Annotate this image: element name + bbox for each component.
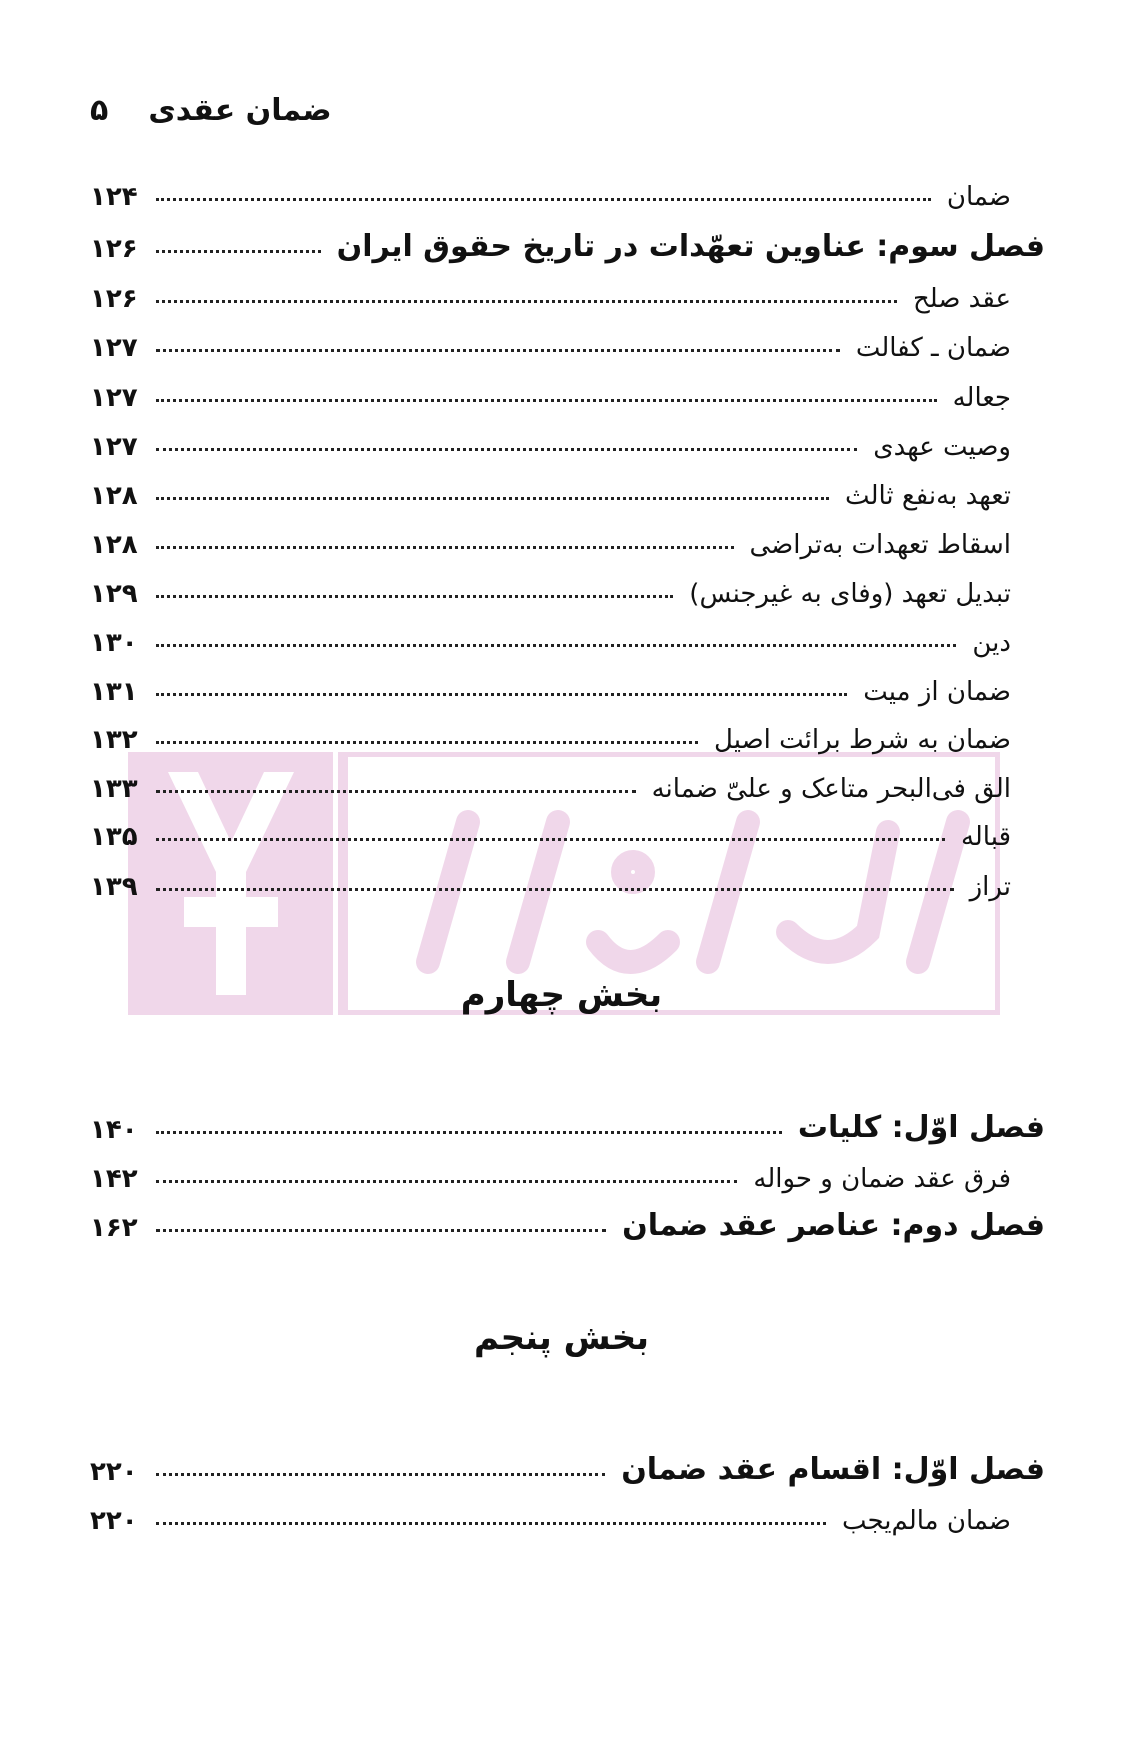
toc-entry-page: ۱۲۷ [90,333,138,363]
dot-leader [156,887,954,891]
toc-entry-title: قباله [960,822,1011,852]
dot-leader [156,249,321,253]
dot-leader [156,545,734,549]
toc-entry [90,160,1045,212]
toc-entry-page: ۱۳۳ [90,774,138,804]
toc-entry-page: ۱۲۹ [90,579,138,609]
toc-entry [90,1093,1045,1145]
toc-entry-page: ۱۳۰ [90,628,138,658]
dot-leader [156,594,673,598]
toc-entry-title: فصل اوّل: کلیات [797,1110,1045,1145]
toc-entry-title: فرق عقد ضمان و حواله [753,1164,1011,1194]
toc-entry-title: فصل سوم: عناوین تعهّدات در تاریخ حقوق ایران [336,229,1045,264]
dot-leader [156,197,931,201]
toc-entry [90,752,1045,804]
toc-entry-title: جعاله [952,383,1011,413]
dot-leader [156,837,945,841]
toc-entry [90,850,1045,902]
toc-entry [90,410,1045,462]
toc-entry-page: ۱۲۷ [90,383,138,413]
toc-entry-page: ۱۲۴ [90,182,138,212]
dot-leader [156,348,840,352]
dot-leader [156,789,636,793]
toc-entry-page: ۱۲۸ [90,481,138,511]
toc-entry [90,262,1045,314]
toc-entry-page: ۲۲۰ [90,1457,138,1487]
toc-entry-title: ضمان از میت [863,677,1011,707]
running-header [90,85,490,135]
toc-entry-title: تراز [969,872,1011,902]
dot-leader [156,692,847,696]
toc-entry-title: ضمان ـ کفالت [855,333,1011,363]
dot-leader [156,1521,826,1525]
toc-entry-page: ۱۳۱ [90,677,138,707]
toc-entry [90,703,1045,755]
toc-entry [90,655,1045,707]
toc-entry-page: ۱۲۶ [90,284,138,314]
toc-entry-page: ۱۲۶ [90,234,138,264]
header-title: ضمان عقدی [148,92,332,128]
toc-entry-page: ۱۴۲ [90,1164,138,1194]
dot-leader [156,299,897,303]
toc-entry-title: فصل اوّل: اقسام عقد ضمان [621,1452,1045,1487]
toc-entry-page: ۱۴۰ [90,1115,138,1145]
toc-entry-title: عقد صلح [912,284,1011,314]
toc-entry [90,361,1045,413]
toc-entry-page: ۱۲۸ [90,530,138,560]
section-heading: بخش چهارم [460,975,663,1015]
dot-leader [156,447,857,451]
toc-entry-title: اسقاط تعهدات به‌تراضی [749,530,1011,560]
toc-entry [90,606,1045,658]
toc-entry-page: ۱۳۵ [90,822,138,852]
toc-entry [90,557,1045,609]
toc-entry [90,1191,1045,1243]
toc-entry-title: الق فی‌البحر متاعک و علیّ ضمانه [651,774,1011,804]
toc-entry-title: فصل دوم: عناصر عقد ضمان [622,1208,1045,1243]
toc-entry-page: ۲۲۰ [90,1506,138,1536]
toc-entry [90,800,1045,852]
toc-entry [90,212,1045,264]
dot-leader [156,496,829,500]
toc-entry-page: ۱۳۹ [90,872,138,902]
dot-leader [156,740,698,744]
dot-leader [156,1472,605,1476]
dot-leader [156,1130,782,1134]
toc-entry-page: ۱۳۲ [90,725,138,755]
toc-entry-title: ضمان [946,182,1011,212]
dot-leader [156,1228,606,1232]
section-heading: بخش پنجم [474,1318,649,1358]
toc-entry [90,1484,1045,1536]
dot-leader [156,1179,737,1183]
toc-entry-page: ۱۶۲ [90,1213,138,1243]
dot-leader [156,643,956,647]
toc-entry-title: ضمان به شرط برائت اصیل [714,725,1011,755]
dot-leader [156,398,937,402]
toc-entry-page: ۱۲۷ [90,432,138,462]
toc-entry-title: دین [972,628,1011,658]
toc-entry [90,311,1045,363]
toc-entry-title: تعهد به‌نفع ثالث [845,481,1011,511]
toc-entry-title: ضمان مالم‌یجب [841,1506,1011,1536]
toc-entry [90,1142,1045,1194]
toc-entry [90,508,1045,560]
toc-entry [90,459,1045,511]
toc-entry-title: تبدیل تعهد (وفای به غیرجنس) [689,579,1011,609]
header-page-number: ۵ [90,92,109,128]
toc-entry [90,1435,1045,1487]
toc-entry-title: وصیت عهدی [873,432,1011,462]
